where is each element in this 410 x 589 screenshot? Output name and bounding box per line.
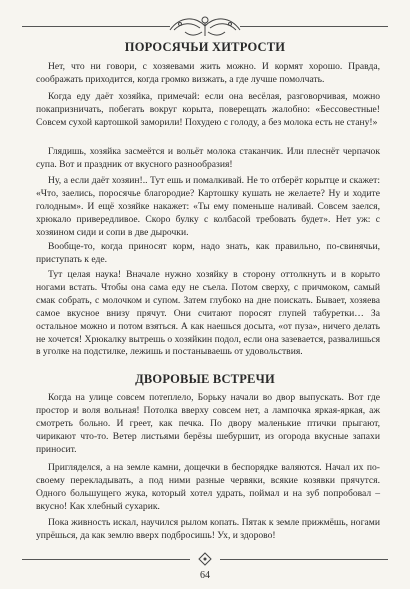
page-number: 64	[200, 570, 210, 581]
section-title-1: ПОРОСЯЧЬИ ХИТРОСТИ	[124, 40, 286, 54]
paragraph: Вообще-то, когда приносят корм, надо знать, как правильно, по-свинячьи, приступать к еде.	[36, 241, 380, 265]
paragraph: Когда на улице совсем потеплело, Борьку начали во двор выпускать. Вот где простор и воля вольная! Потолка вверху совсем нет, а лампочка яркая-яркая, аж смотреть больно. И греет, как печка. По двору маленькие птички прыгают, чирикают что-то. Ветер листьями берёзы шебуршит, из огорода вкусные запахи приносит.	[36, 392, 380, 455]
bottom-rule-right	[220, 559, 388, 560]
paragraph: Пока живность искал, научился рылом копать. Пятак к земле прижмёшь, ногами упрёшься, да как землю вверх подбросишь! Ух, и здорово!	[36, 517, 380, 541]
paragraph: Нет, что ни говори, с хозяевами жить можно. И кормят хорошо. Правда, соображать приходится, когда громко визжать, а где лучше помолчать.	[36, 61, 380, 85]
top-rule-right	[240, 26, 388, 27]
paragraph: Тут целая наука! Вначале нужно хозяйку в сторону оттолкнуть и в корыто ногами встать. Чтобы она сама еду не съела. Потом сверху, с причмоком, самый смак собрать, с молочком и супом. Затем глубоко на дне поискать. Бывает, хозяева самое вкусное внизу прячут. Они считают поросят глупей табуретки… За остальное можно и потом взяться. А как наешься досыта, «от пуза», ничего делать не хочется! Хрюкалку вытрешь о хозяйкин подол, если она зазевается, развалишься в уголке на подстилке, лежишь и постанываешь от удовольствия.	[36, 269, 380, 358]
bottom-rule-left	[22, 559, 190, 560]
paragraph: Глядишь, хозяйка засмеётся и вольёт молока стаканчик. Или плеснёт черпачок супа. Вот и праздник от вкусного разнообразия!	[36, 146, 380, 170]
section-title-2: ДВОРОВЫЕ ВСТРЕЧИ	[135, 372, 275, 386]
paragraph: Ну, а если даёт хозяин!.. Тут ешь и помалкивай. Не то отберёт корытце и скажет: «Что, заелись, поросячье благородие? Картошку кушать не желаете? Ну и ходите голодным». И ещё хозяйке накажет: «Ты ему поменьше наливай. Совсем заелся, хрюкало привередливое. Скоро булку с колбасой требовать будет». Нет уж: с хозяином сиди и сопи в две дырочки.	[36, 175, 380, 238]
paragraph: Пригляделся, а на земле камни, дощечки в беспорядке валяются. Начал их по-своему перекладывать, а под ними разные червяки, всякие козявки прячутся. Одного большущего жука, который хотел удрать, поймал и на зуб попробовал – вкусно! Как хлебный сухарик.	[36, 462, 380, 512]
top-rule-left	[22, 26, 170, 27]
top-flourish-ornament	[160, 8, 250, 42]
paragraph: Когда еду даёт хозяйка, примечай: если она весёлая, разговорчивая, можно покапризничать, побегать вокруг корыта, поверещать жалобно: «Бессовестные! Совсем сухой картошкой заморили! Похудею с голоду, а без молока есть не стану!»	[36, 91, 380, 128]
bottom-diamond-ornament	[193, 552, 217, 566]
